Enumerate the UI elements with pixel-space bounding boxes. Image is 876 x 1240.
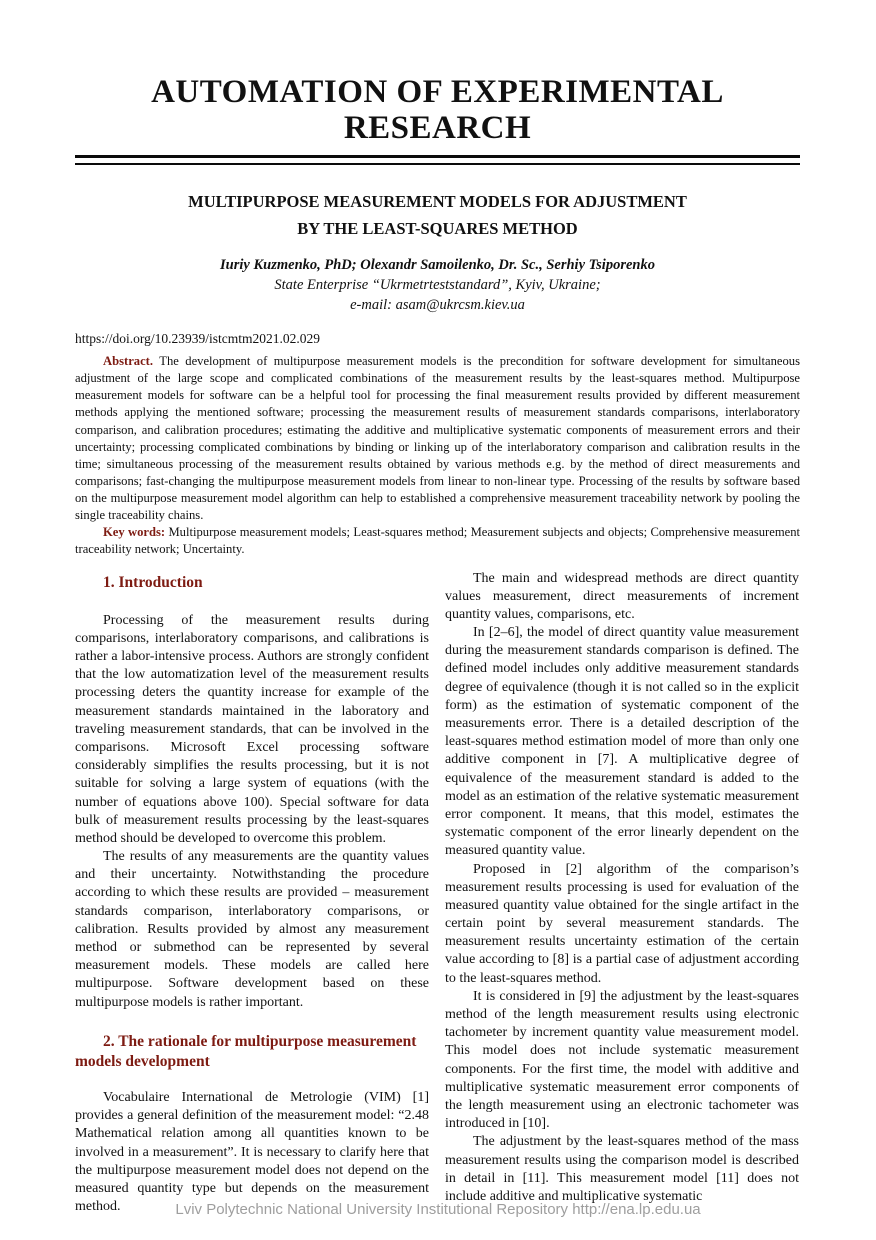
section-heading-rationale: 2. The rationale for multipurpose measurement models development — [75, 1032, 417, 1070]
article-title — [75, 188, 800, 242]
abstract-block — [75, 353, 800, 559]
body-paragraph: The adjustment by the least-squares method of the mass measurement results using the comparison model is described in detail in [11]. This measurement model [11] does not include additive and multiplicative systematic — [445, 1134, 799, 1204]
journal-title: AUTOMATION OF EXPERIMENTAL RESEARCH — [151, 74, 724, 147]
section-heading-introduction: 1. Introduction — [103, 573, 203, 591]
body-paragraph: It is considered in [9] the adjustment by the least-squares method of the length measurement results using electronic tachometer by increment quantity value measurement model. This model does not include systematic measurement components. For the first time, the model with additive and multiplicative systematic measurement error components of the length measurement using an electronic tachometer was introduced in [10]. — [445, 988, 799, 1132]
right-column — [445, 570, 799, 1217]
body-paragraph: Vocabulaire International de Metrologie (VIM) [1] provides a general definition of the measurement model: “2.48 Mathematical relation among all quantities known to be involved in a measurement”. It is necessary to clarify here that the multipurpose measurement model does not depend on the measured quantity type but depends on the measurement method. — [75, 1090, 429, 1215]
keywords-text: Multipurpose measurement models; Least-squares method; Measurement subjects and objects; Comprehensive measurement traceability network; Uncertainty. — [75, 525, 800, 557]
email-line: e-mail: asam@ukrcsm.kiev.ua — [350, 297, 525, 314]
affiliation-line: State Enterprise “Ukrmetrteststandard”, Kyiv, Ukraine; — [274, 277, 601, 294]
article-title-line-2: BY THE LEAST-SQUARES METHOD — [297, 218, 578, 238]
keywords-label: Key words: — [103, 525, 166, 540]
keywords-paragraph — [75, 524, 800, 558]
body-paragraph: The results of any measurements are the quantity values and their uncertainty. Notwithstanding the procedure according to which these results are provided – measurement standards comparison, interlaboratory comparisons, or calibration. Results provided by almost any measurement method or submethod can be represented by several measurement models. These models are called here multipurpose. Software development based on these multipurpose models is rather important. — [75, 849, 429, 1010]
article-title-line-1: MULTIPURPOSE MEASUREMENT MODELS FOR ADJUSTMENT — [188, 191, 687, 211]
body-paragraph: Processing of the measurement results during comparisons, interlaboratory comparisons, and calibrations is rather a labor-intensive process. Authors are strongly confident that the low automatization level of the measurement results processing deters the quantity increase for example of the measurement standards maintained in the laboratory and traveling measurement standards, that can be involved in the comparisons. Microsoft Excel processing software considerably simplifies the results processing, but it is not suitable for solving a large system of equations (with the number of equations above 100). Special software for data bulk of measurement results processing by the least-squares method should be developed to overcome this problem. — [75, 612, 429, 846]
page-content — [75, 0, 800, 1216]
title-divider-rule — [75, 155, 800, 165]
body-paragraph: In [2–6], the model of direct quantity value measurement during the measurement standards comparison is defined. The defined model includes only additive measurement standards degree of equivalence (though it is not called so in the explicit form) as the estimation of systematic component of the measurements error. There is a detailed description of the least-squares method estimation model of more than only one additive component in [7]. A multiplicative degree of equivalence of the measurement standard is added to the model as an estimation of the relative systematic measurement error component. It means, that this model, estimates the systematic component of the error linearly dependent on the measured quantity value. — [445, 625, 799, 859]
doi-line: https://doi.org/10.23939/istcmtm2021.02.029 — [75, 331, 321, 347]
body-paragraph: The main and widespread methods are direct quantity values measurement, direct measurements of increment quantity values, comparisons, etc. — [445, 570, 799, 622]
two-column-body — [75, 570, 800, 1217]
abstract-paragraph — [75, 353, 800, 524]
abstract-label: Abstract. — [103, 354, 154, 369]
body-paragraph: Proposed in [2] algorithm of the comparison’s measurement results processing is used for evaluation of the measured quantity value obtained for the single artifact in the certain point by several measurement standards. The measurement results uncertainty estimation of the certain value according to [8] is a partial case of adjustment according to the least-squares method. — [445, 861, 799, 986]
abstract-text: The development of multipurpose measurement models is the precondition for software development for simultaneous adjustment of the large scope and complicated combinations of the measurement results by the least-squares method. Multipurpose measurement models for software can be a helpful tool for processing the final measurement results provided by different measurement methods applying the mentioned software; processing the measurement results of measurement standards comparisons, interlaboratory comparison, and calibration procedures; estimating the additive and multiplicative systematic components of measurement errors and their uncertainty; processing complicated combinations by binding or linking up of the interlaboratory comparison and calibration results in the time; simultaneous processing of the measurement results obtained by various methods e.g. by the method of direct measurements and comparisons; fast-changing the multipurpose measurement models from linear to non-linear type. Processing of the results by software based on the multipurpose measurement model algorithm can help to established a comprehensive measurement traceability network by pooling the single traceability chains. — [75, 354, 800, 523]
repository-footer: Lviv Polytechnic National University Institutional Repository http://ena.lp.edu.ua — [175, 1201, 701, 1218]
authors-line: Iuriy Kuzmenko, PhD; Olexandr Samoilenko, Dr. Sc., Serhiy Tsiporenko — [220, 257, 655, 274]
left-column — [75, 570, 429, 1217]
